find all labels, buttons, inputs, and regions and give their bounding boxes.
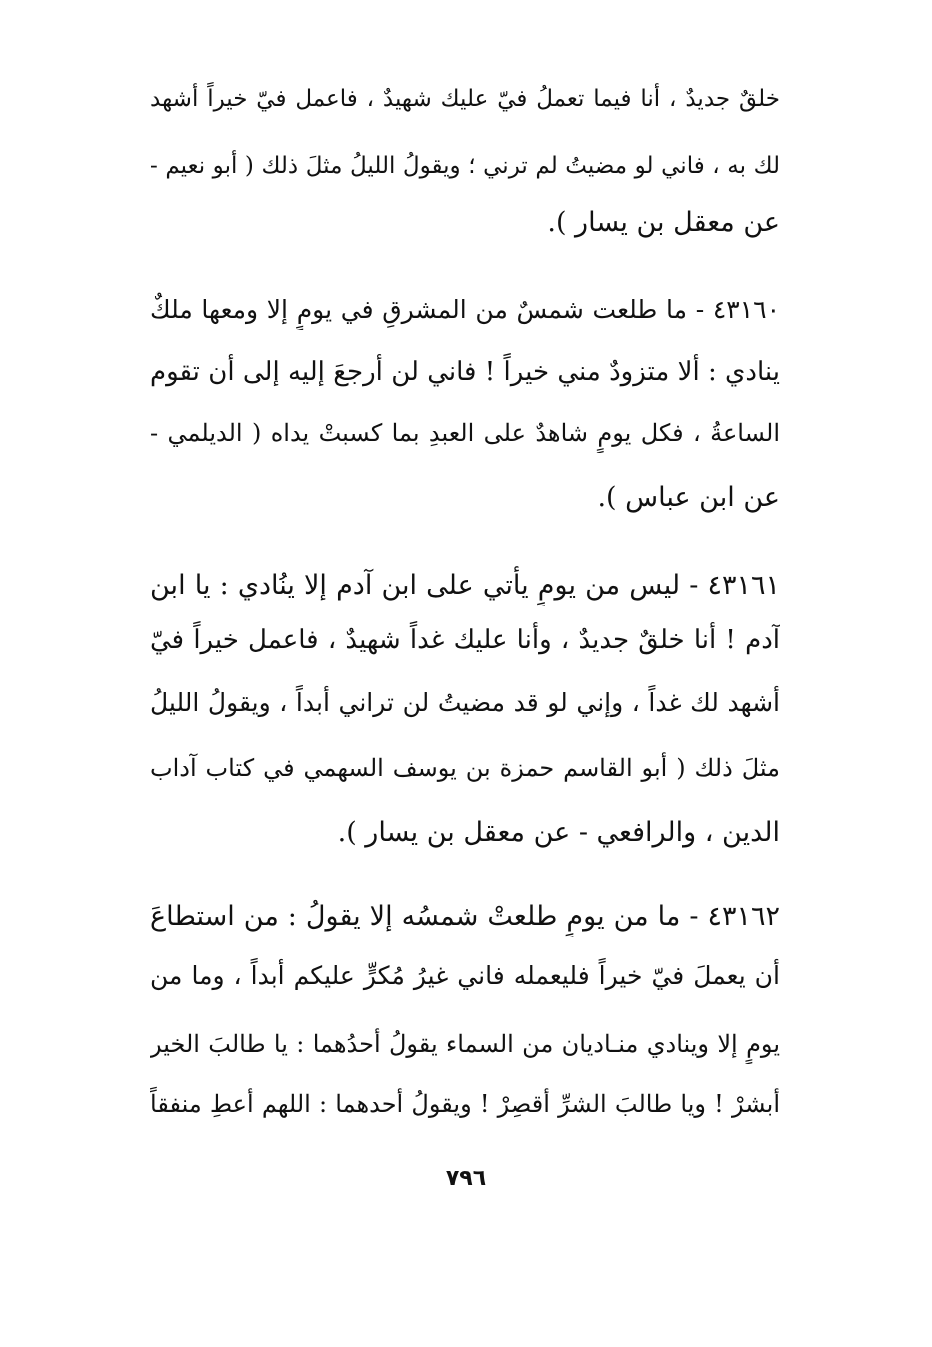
page-number: ٧٩٦ [445, 1166, 487, 1191]
entry-43160-line-2: ينادي : ألا متزودٌ مني خيراً ! فاني لن أرجعَ إليه إلى أن تقوم [150, 357, 780, 387]
entry-43160-line-3: الساعةُ ، فكل يومٍ شاهدٌ على العبدِ بما كسبتْ يداه ( الديلمي - [150, 419, 780, 447]
entry-43160-line-1: ٤٣١٦٠ - ما طلعت شمسٌ من المشرقِ في يومٍ إلا ومعها ملكٌ [150, 295, 780, 324]
entry-43162-line-1: ٤٣١٦٢ - ما من يومٍ طلعتْ شمسُه إلا يقولُ : من استطاعَ [150, 901, 780, 932]
entry-43162-line-3: يومٍ إلا وينادي منـاديان من السماء يقولُ أحدُهما : يا طالبَ الخير [150, 1030, 780, 1058]
entry-1-line-3: عن معقل بن يسار ). [547, 207, 780, 238]
entry-1-line-2: لك به ، فاني لو مضيتُ لم ترني ؛ ويقولُ الليلُ مثلَ ذلك ( أبو نعيم - [150, 153, 780, 179]
entry-43161-line-1: ٤٣١٦١ - ليس من يومٍ يأتي على ابن آدم إلا ينُادي : يا ابن [150, 570, 780, 601]
entry-43161-line-5: الدين ، والرافعي - عن معقل بن يسار ). [337, 817, 780, 848]
entry-43162-line-4: أبشرْ ! ويا طالبَ الشرِّ أقصِرْ ! ويقولُ أحدهما : اللهم أعطِ منفقاً [150, 1090, 780, 1118]
entry-43161-line-4: مثلَ ذلك ( أبو القاسم حمزة بن يوسف السهمي في كتاب آداب [150, 754, 780, 782]
entry-43162-line-2: أن يعملَ فيّ خيراً فليعمله فاني غيرُ مُكرٍّ عليكم أبداً ، وما من [150, 961, 780, 990]
entry-43160-line-4: عن ابن عباس ). [597, 482, 780, 513]
entry-43161-line-2: آدم ! أنا خلقٌ جديدٌ ، وأنا عليك غداً شهيدٌ ، فاعمل خيراً فيّ [150, 625, 780, 655]
entry-43161-line-3: أشهد لك غداً ، وإني لو قد مضيتُ لن تراني أبداً ، ويقولُ الليلُ [150, 688, 780, 717]
entry-1-line-1: خلقٌ جديدٌ ، أنا فيما تعملُ فيّ عليك شهيدٌ ، فاعمل فيّ خيراً أشهد [150, 86, 780, 112]
